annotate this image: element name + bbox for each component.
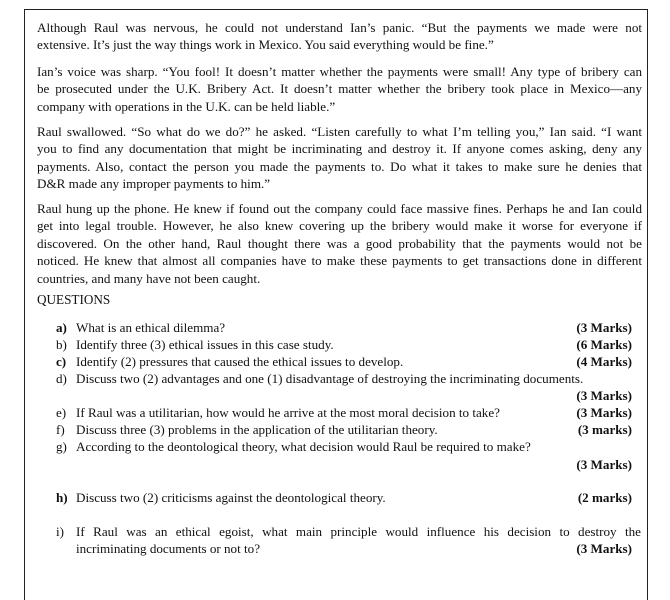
question-marks: (4 Marks) xyxy=(576,354,632,369)
question-marks: (6 Marks) xyxy=(576,337,632,352)
question-label: a) xyxy=(56,320,67,335)
question-text: What is an ethical dilemma? xyxy=(76,320,226,335)
question-text: If Raul was an ethical egoist, what main principle would influence his decision to destroy the xyxy=(76,524,641,539)
paragraph-line: be prosecuted under the U.K. Bribery Act. It doesn’t matter whether the bribery took place in Mexico—any xyxy=(37,81,642,97)
paragraph-line: Although Raul was nervous, he could not understand Ian’s panic. “But the payments we made were not xyxy=(37,20,642,35)
paragraph-line: Raul swallowed. “So what do we do?” he asked. “Listen carefully to what I’m telling you,” Ian said. “I want xyxy=(37,124,642,139)
paragraph-4 xyxy=(37,200,642,287)
paragraph-line: company with operations in the U.K. can be held liable.” xyxy=(37,98,336,114)
questions-heading: QUESTIONS xyxy=(37,292,111,307)
question-text-continued: incriminating documents or not to? xyxy=(76,541,261,556)
question-text: Discuss two (2) criticisms against the deontological theory. xyxy=(76,490,386,505)
question-marks: (3 Marks) xyxy=(576,541,632,556)
question-text: Identify three (3) ethical issues in this case study. xyxy=(76,337,334,352)
paragraph-line: Raul hung up the phone. He knew if found out the company could face massive fines. Perhaps he and Ian could xyxy=(37,201,642,216)
paragraph-line: countries, and many have not been caught. xyxy=(37,270,261,286)
paragraph-2 xyxy=(37,63,642,115)
question-marks: (3 Marks) xyxy=(576,320,632,335)
question-text: Discuss three (3) problems in the application of the utilitarian theory. xyxy=(76,422,438,437)
paragraph-1 xyxy=(37,19,642,54)
paragraph-line: get into legal trouble. However, he also knew covering up the bribery would make it worse for everyone if xyxy=(37,218,642,234)
question-label: g) xyxy=(56,439,67,454)
paragraph-3 xyxy=(37,123,642,193)
question-marks: (3 Marks) xyxy=(576,457,632,472)
paragraph-line: Ian’s voice was sharp. “You fool! It doesn’t matter whether the payments were small! Any type of bribery can xyxy=(37,64,642,79)
question-label: f) xyxy=(56,422,65,437)
paragraph-line: payments. Also, contact the person you made the payments to. Do what it takes to make sure he denies that xyxy=(37,158,642,174)
question-label: d) xyxy=(56,371,67,386)
question-marks: (3 Marks) xyxy=(576,405,632,420)
paragraph-line: you to find any documentation that might be incriminating and destroy it. If anyone comes asking, deny any xyxy=(37,141,642,157)
question-text: According to the deontological theory, what decision would Raul be required to make? xyxy=(76,439,531,454)
paragraph-line: D&R made any improper payments to him.” xyxy=(37,176,271,192)
question-label: e) xyxy=(56,405,67,420)
question-label: b) xyxy=(56,337,67,352)
question-label: c) xyxy=(56,354,67,369)
question-marks: (2 marks) xyxy=(577,490,632,505)
paragraph-line: extensive. It’s just the way things work in Mexico. You said everything would be fine.” xyxy=(37,37,494,53)
question-text: Identify (2) pressures that caused the ethical issues to develop. xyxy=(76,354,404,369)
question-marks: (3 marks) xyxy=(577,422,632,437)
question-text: Discuss two (2) advantages and one (1) disadvantage of destroying the incriminating documents. xyxy=(76,371,584,386)
paragraph-line: noticed. He knew that almost all companies have to make these payments to get transactions done in different xyxy=(37,253,642,269)
paragraph-line: discovered. On the other hand, Raul thought there was a good probability that the payments would not be xyxy=(37,235,642,251)
question-text: If Raul was a utilitarian, how would he arrive at the most moral decision to take? xyxy=(76,405,500,420)
question-marks: (3 Marks) xyxy=(576,388,632,403)
question-label: i) xyxy=(56,524,64,539)
question-label: h) xyxy=(56,490,68,505)
